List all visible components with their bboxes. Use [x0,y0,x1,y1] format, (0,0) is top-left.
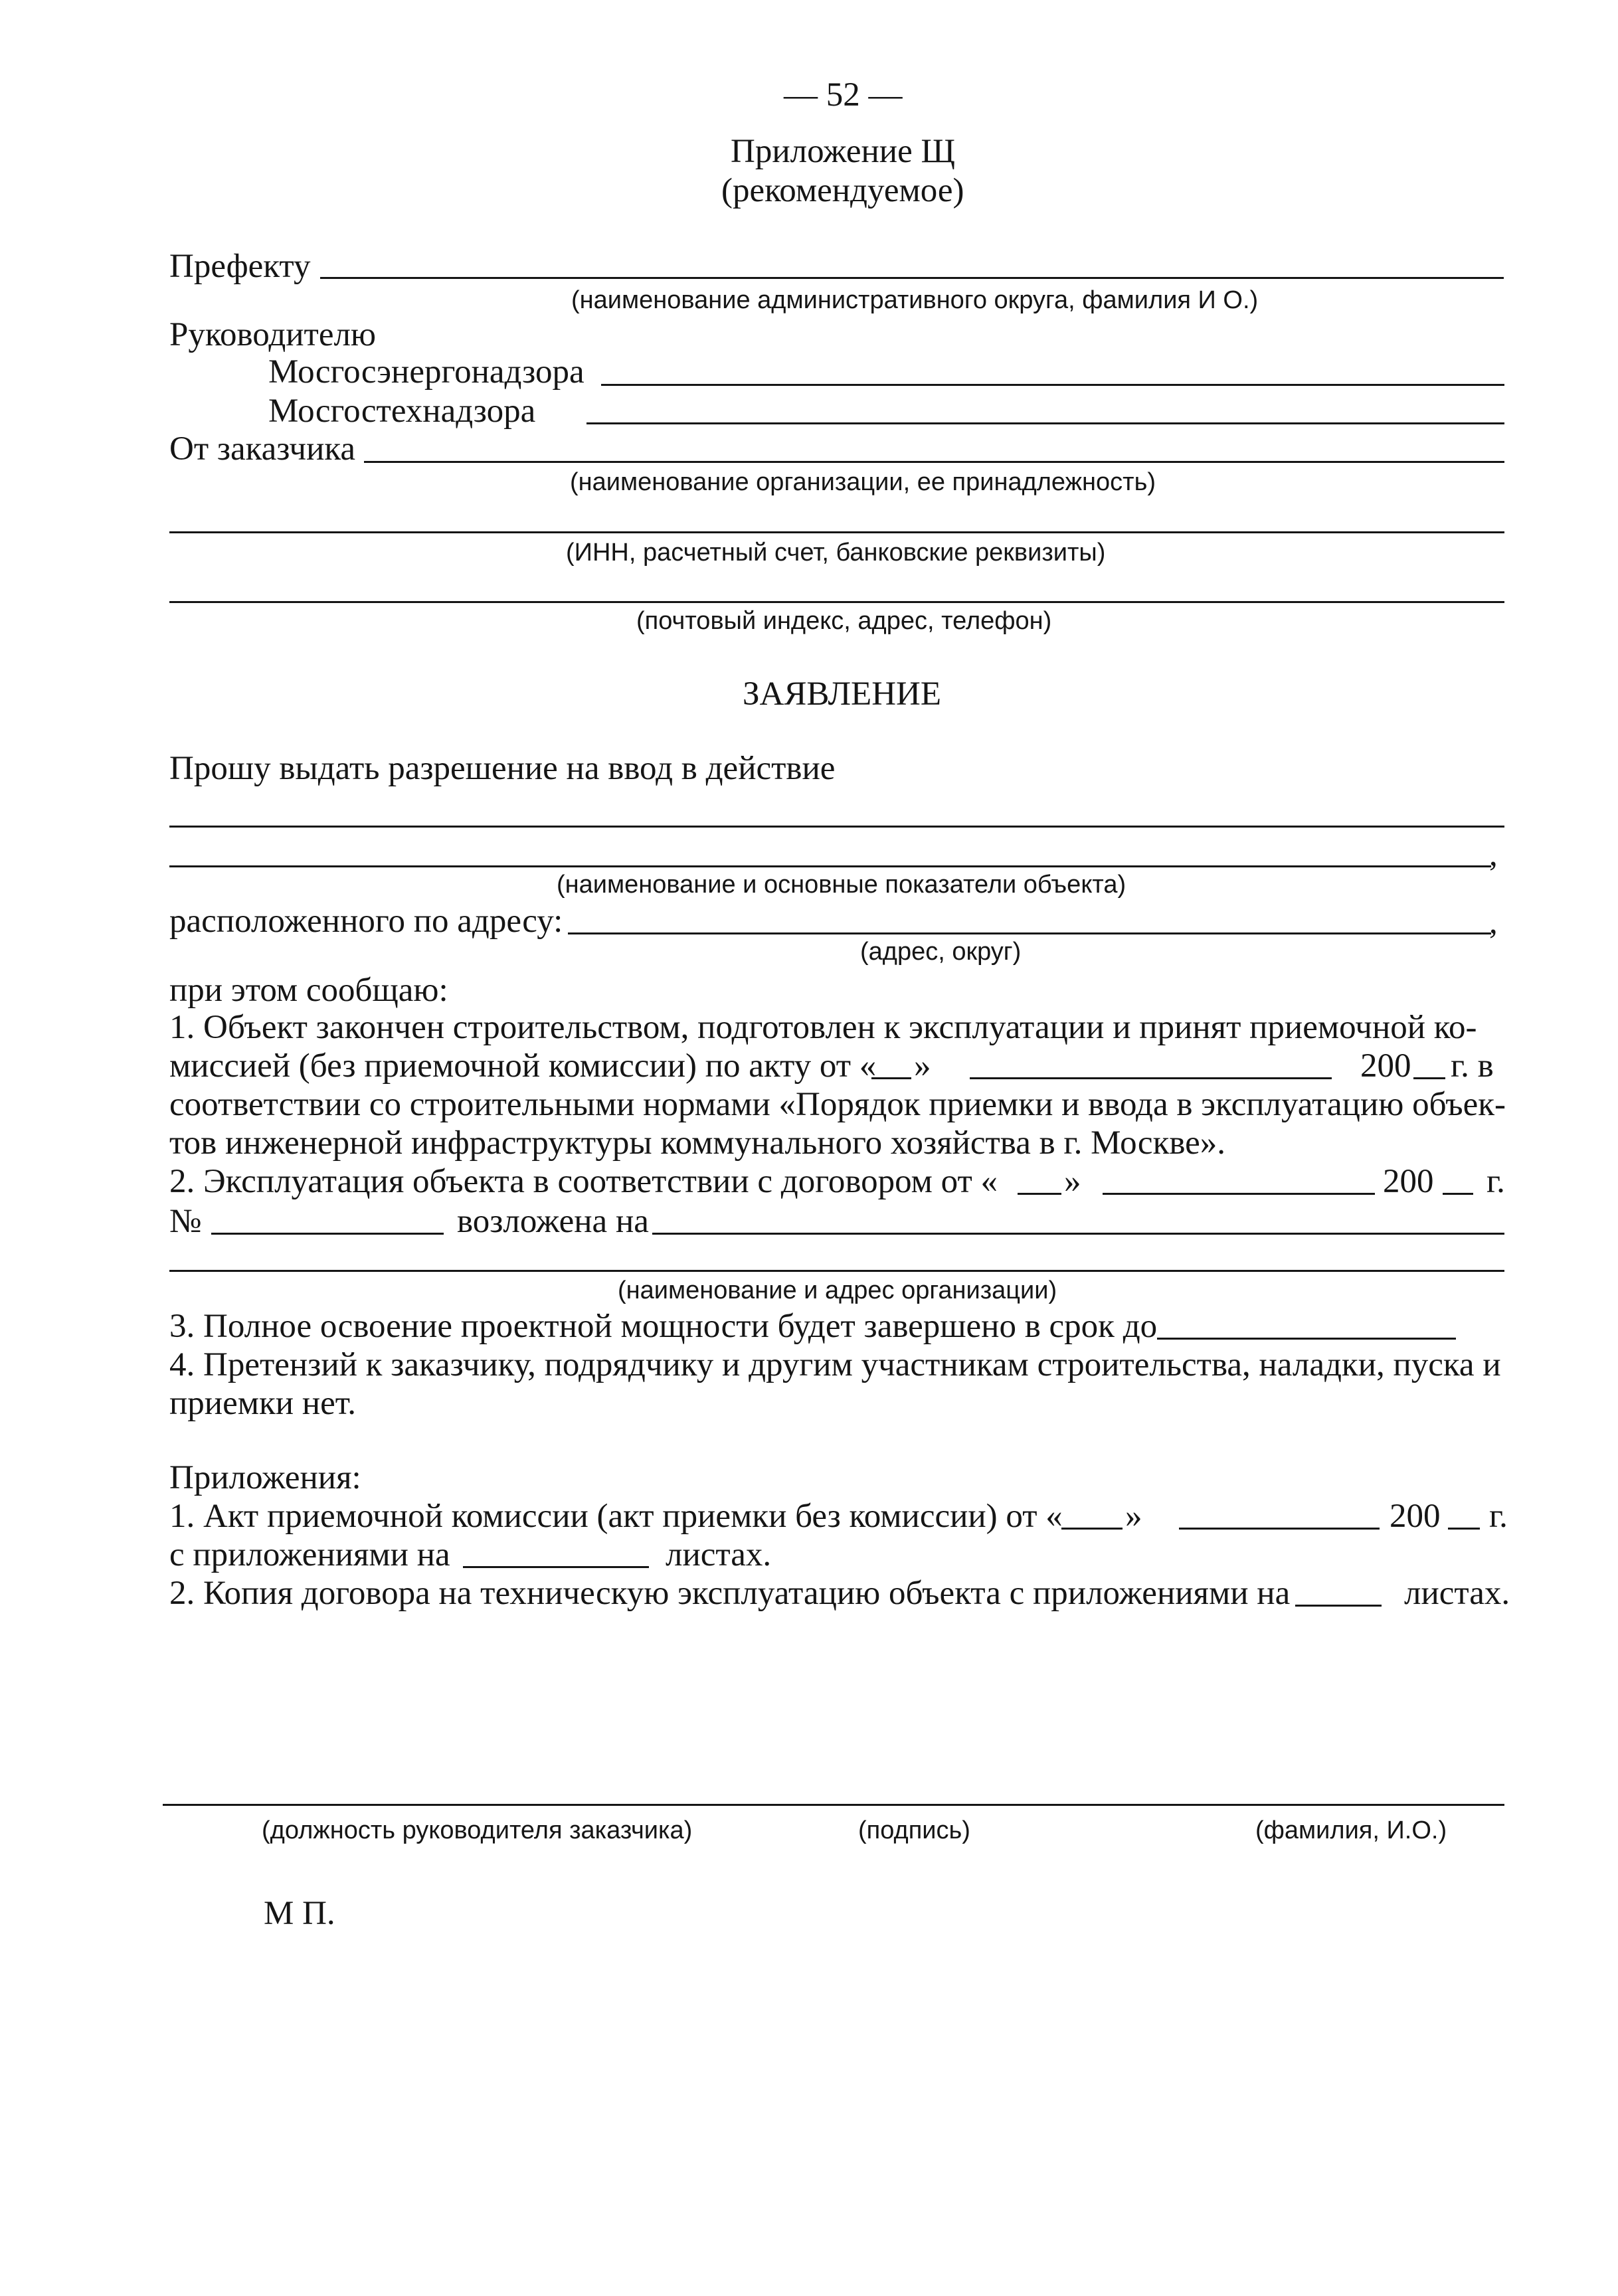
a1-line-2a: с приложениями на [169,1536,450,1573]
page-number: — 52 — [784,76,903,114]
prefect-hint: (наименование административного округа, фамилия И О.) [571,286,1259,314]
inn-line [169,531,1504,533]
a1-pages-line [463,1566,649,1568]
a1-line-1a: 1. Акт приемочной комиссии (акт приемки без комиссии) от « [169,1498,1063,1535]
p2-line-1d: г. [1486,1163,1505,1200]
prefect-line [320,277,1504,279]
a1-line-2b: листах. [666,1536,772,1573]
p1-line-1: 1. Объект закончен строительством, подготовлен к эксплуатации и принят приемочной ко- [169,1009,1477,1046]
p2-number-line [211,1233,444,1235]
p1-line-2b: » [914,1047,931,1085]
p2-assigned: возложена на [457,1203,649,1240]
inn-hint: (ИНН, расчетный счет, банковские реквизиты) [566,539,1106,567]
attachments-title: Приложения: [169,1459,361,1496]
p1-month-line [970,1077,1332,1079]
a2-pages-label: листах. [1404,1575,1510,1612]
head-label: Руководителю [169,316,377,353]
org-hint: (наименование организации, ее принадлежность) [570,468,1156,496]
from-label: От заказчика [169,430,356,468]
tech-label: Мосгостехнадзора [268,393,536,430]
a2-text: 2. Копия договора на техническую эксплуатацию объекта с приложениями на [169,1575,1291,1612]
address-hint: (почтовый индекс, адрес, телефон) [636,607,1052,635]
p4-line-2: приемки нет. [169,1385,356,1422]
p2-year-line [1443,1193,1473,1195]
statement-title: ЗАЯВЛЕНИЕ [743,675,942,713]
p2-line-1a: 2. Эксплуатация объекта в соответствии с договором от « [169,1163,998,1200]
tech-line [586,422,1504,424]
p2-month-line [1103,1193,1375,1195]
p2-line-1b: » [1064,1163,1081,1200]
p2-day-line [1018,1193,1061,1195]
a1-year-line [1448,1528,1480,1530]
located-hint: (адрес, округ) [860,938,1022,966]
p1-day-line [871,1077,911,1079]
name-hint: (фамилия, И.О.) [1255,1816,1447,1844]
p2-org-line-2 [169,1270,1504,1272]
comma-1: , [1489,836,1498,873]
p2-year: 200 [1383,1163,1434,1200]
p1-year: 200 [1360,1047,1411,1085]
prefect-label: Префекту [169,248,311,285]
p2-org-line [652,1233,1504,1235]
located-label: расположенного по адресу: [169,903,563,940]
position-hint: (должность руководителя заказчика) [262,1816,693,1844]
request-text: Прошу выдать разрешение на ввод в действие [169,750,836,787]
p3-deadline-line [1157,1338,1456,1340]
a1-line-1b: » [1125,1498,1142,1535]
report-text: при этом сообщаю: [169,972,448,1009]
p2-number-sign: № [169,1203,202,1240]
appendix-note: (рекомендуемое) [721,172,964,209]
p1-line-2a: миссией (без приемочной комиссии) по акту от « [169,1047,877,1085]
p1-year-line [1413,1077,1445,1079]
p3-text: 3. Полное освоение проектной мощности будет завершено в срок до [169,1308,1158,1345]
object-line-1 [169,826,1504,828]
p1-line-4: тов инженерной инфраструктуры коммунального хозяйства в г. Москве». [169,1124,1226,1162]
address-line [169,601,1504,603]
p2-org-hint: (наименование и адрес организации) [618,1277,1057,1304]
comma-2: , [1489,904,1498,941]
energy-line [601,384,1504,386]
object-hint: (наименование и основные показатели объекта) [557,871,1126,899]
object-line-2 [169,865,1491,867]
stamp-place: М П. [264,1895,335,1932]
a2-pages-line [1295,1605,1382,1607]
from-line [364,461,1504,463]
p1-line-2d: г. в [1451,1047,1494,1085]
appendix-title: Приложение Щ [731,133,955,170]
p4-line-1: 4. Претензий к заказчику, подрядчику и другим участникам строительства, наладки, пуска и [169,1346,1501,1383]
sign-hint: (подпись) [858,1816,970,1844]
a1-line-1d: г. [1489,1498,1508,1535]
a1-year: 200 [1390,1498,1441,1535]
a1-day-line [1061,1528,1123,1530]
a1-month-line [1179,1528,1380,1530]
located-line [568,932,1491,934]
signature-line [163,1804,1504,1806]
p1-line-3: соответствии со строительными нормами «Порядок приемки и ввода в эксплуатацию объек- [169,1086,1506,1123]
energy-label: Мосгосэнергонадзора [268,353,584,391]
